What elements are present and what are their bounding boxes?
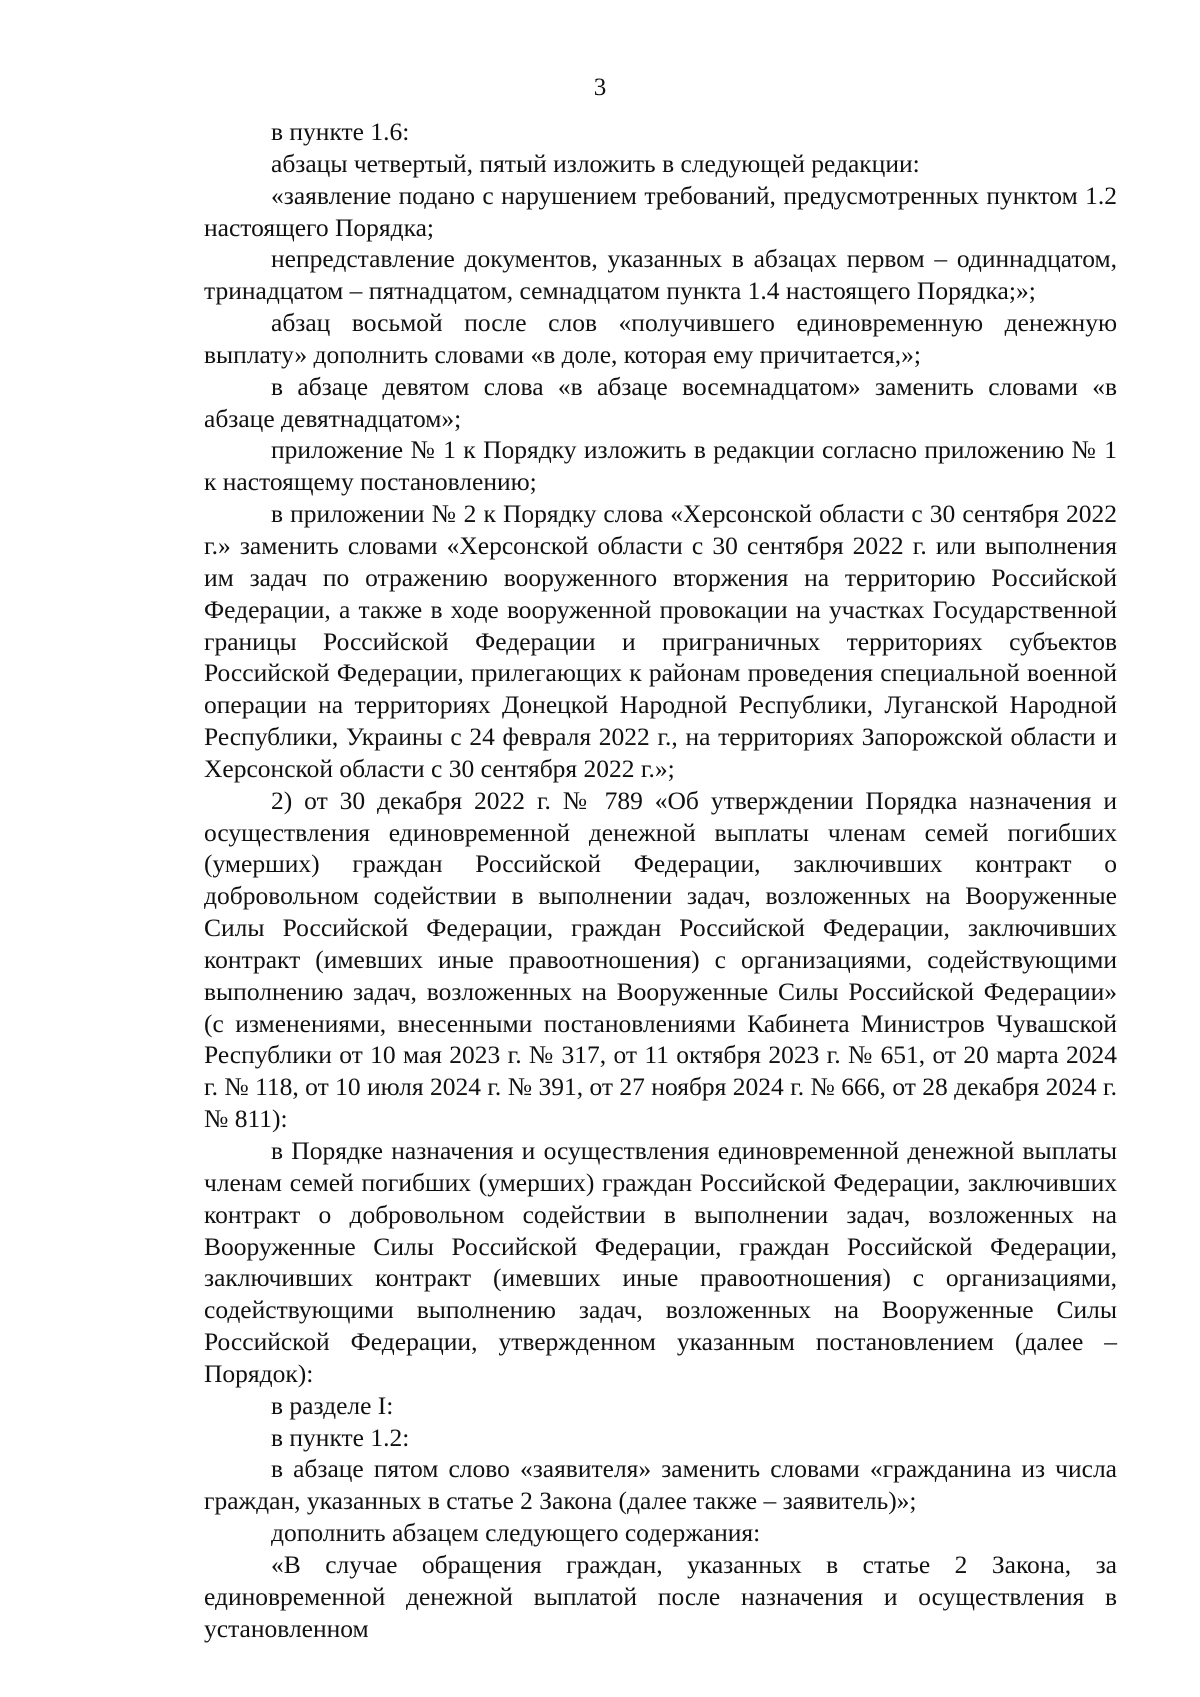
paragraph: в пункте 1.2: [271,1422,410,1452]
paragraph: в разделе I: [271,1390,394,1420]
paragraph: в приложении № 2 к Порядку слова «Херсонской области с 30 сентября 2022 г.» заменить словами «Херсонской области с 30 сентября 2022 г. или выполнения им задач по отражению вооруженного вторжения на территорию Российской Федерации, а также в ходе вооруженной провокации на участках Государственной границы Российской Федерации и приграничных территориях субъектов Российской Федерации, прилегающих к районам проведения специальной военной операции на территориях Донецкой Народной Республики, Луганской Народной Республики, Украины с 24 февраля 2022 г., на территориях Запорожской области и Херсонской области с 30 сентября 2022 г.»; [204,499,1117,783]
paragraph: приложение № 1 к Порядку изложить в редакции согласно приложению № 1 к настоящему постановлению; [204,435,1117,497]
paragraph: 2) от 30 декабря 2022 г. № 789 «Об утверждении Порядка назначения и осуществления единовременной денежной выплаты членам семей погибших (умерших) граждан Российской Федерации, заключивших контракт о добровольном содействии в выполнении задач, возложенных на Вооруженные Силы Российской Федерации, граждан Российской Федерации, заключивших контракт (имевших иные правоотношения) с организациями, содействующими выполнению задач, возложенных на Вооруженные Силы Российской Федерации» (с изменениями, внесенными постановлениями Кабинета Министров Чувашской Республики от 10 мая 2023 г. № 317, от 11 октября 2023 г. № 651, от 20 марта 2024 г. № 118, от 10 июля 2024 г. № 391, от 27 ноября 2024 г. № 666, от 28 декабря 2024 г. № 811): [204,785,1117,1134]
page-number: 3 [593,74,607,101]
paragraph: в абзаце пятом слово «заявителя» заменить словами «гражданина из числа граждан, указанных в статье 2 Закона (далее также – заявитель)»; [204,1454,1117,1516]
paragraph: непредставление документов, указанных в абзацах первом – одиннадцатом, тринадцатом – пятнадцатом, семнадцатом пункта 1.4 настоящего Порядка;»; [204,244,1117,306]
paragraph: в пункте 1.6: [271,117,410,146]
paragraph: «заявление подано с нарушением требований, предусмотренных пунктом 1.2 настоящего Порядка; [204,180,1117,242]
paragraph: «В случае обращения граждан, указанных в статье 2 Закона, за единовременной денежной выплатой после назначения и осуществления в установленном [204,1549,1117,1643]
paragraph: в абзаце девятом слова «в абзаце восемнадцатом» заменить словами «в абзаце девятнадцатом»; [204,371,1117,433]
paragraph: абзац восьмой после слов «получившего единовременную денежную выплату» дополнить словами «в доле, которая ему причитается,»; [204,308,1117,369]
paragraph: абзацы четвертый, пятый изложить в следующей редакции: [271,148,920,178]
document-body [204,116,1117,1645]
paragraph: дополнить абзацем следующего содержания: [271,1518,761,1548]
paragraph: в Порядке назначения и осуществления единовременной денежной выплаты членам семей погибших (умерших) граждан Российской Федерации, заключивших контракт о добровольном содействии в выполнении задач, возложенных на Вооруженные Силы Российской Федерации, граждан Российской Федерации, заключивших контракт (имевших иные правоотношения) с организациями, содействующими выполнению задач, возложенных на Вооруженные Силы Российской Федерации, утвержденном указанным постановлением (далее – Порядок): [204,1136,1117,1388]
